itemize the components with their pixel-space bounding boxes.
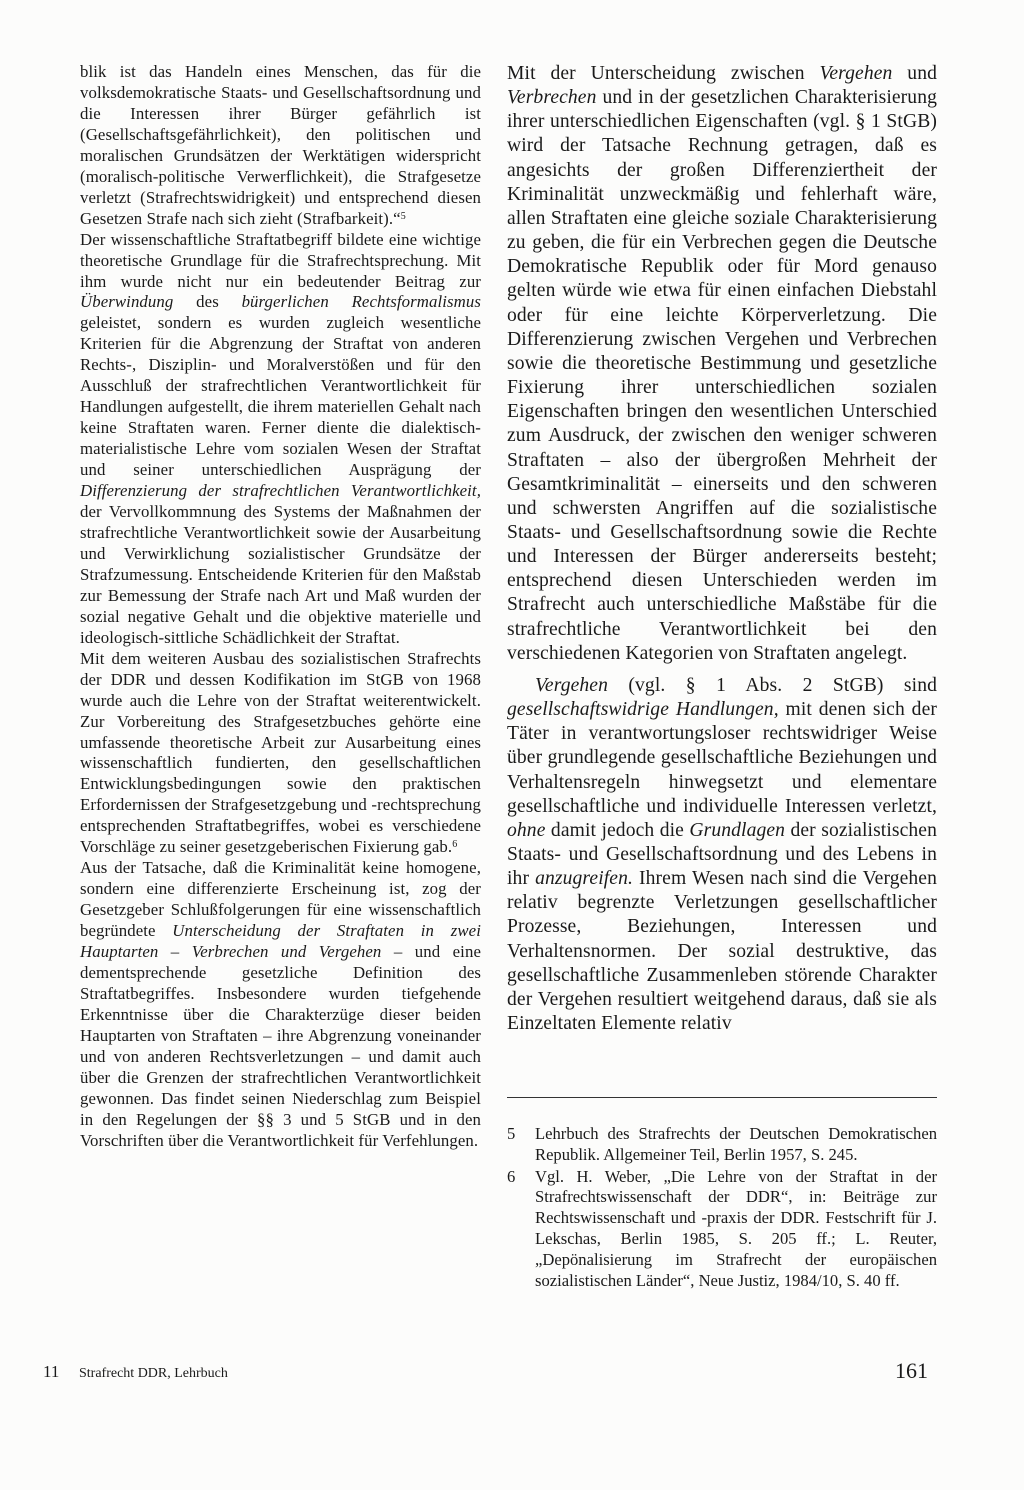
emphasis-text: bürgerlichen Rechtsformalismus (241, 292, 481, 312)
footnote-reference: 6 (452, 839, 458, 851)
paragraph-straftatbegriff (80, 230, 481, 649)
paragraph-vergehen (507, 674, 937, 1036)
footnote-number: 5 (507, 1124, 516, 1143)
paragraph-text: Der wissenschaftliche Straftatbegriff bildete eine wichtige theoretische Grundlage für die Strafrechtsprechung. Mit ihm wurde nicht nur ein bedeutender Beitrag zur (80, 229, 481, 291)
paragraph-unterscheidung (507, 62, 937, 666)
paragraph-quote-continuation (80, 62, 481, 230)
footnote-text: Lehrbuch des Strafrechts der Deutschen Demokratischen Republik. Allgemeiner Teil, Berlin 1957, S. 245. (535, 1124, 937, 1164)
emphasis-text: Vergehen (819, 63, 893, 84)
paragraph-text: des (173, 292, 242, 312)
footnote-separator (507, 1097, 937, 1098)
paragraph-text: Ihrem Wesen nach sind die Vergehen relativ begrenzte Verletzungen gesellschaftlicher Prozesse, Beziehungen, Interessen und Verhaltensnormen. Der sozial destruktive, das gesellschaftliche Zusammenleben störende Charakter der Vergehen resultiert weitgehend daraus, daß sie als Einzeltaten Elemente relativ (507, 868, 937, 1035)
page-number: 161 (895, 1358, 928, 1383)
footnotes (507, 1124, 937, 1292)
footnote-text: Vgl. H. Weber, „Die Lehre von der Straftat in der Strafrechtswissenschaft der DDR“, in: Beiträge zur Rechtswissenschaft und -praxis der DDR. Festschrift für J. Lekschas, Berlin 1985, S. 205 ff.; L. Reuter, „Depönalisierung im Strafrecht der europäischen sozialistischen Länder“, Neue Justiz, 1984/10, S. 40 ff. (535, 1166, 937, 1290)
paragraph-text: und in der gesetzlichen Charakterisierung ihrer unterschiedlichen Eigenschaften (vgl. § 1 StGB) wird der Tatsache Rechnung getragen, daß es angesichts der großen Differenziertheit der Kriminalität unzweckmäßig und fehlerhaft wäre, allen Straftaten eine gleiche soziale Charakterisierung zu geben, die für ein Verbrechen gegen die Deutsche Demokratische Republik oder für Mord genauso gelten würde wie etwa für einen einfachen Diebstahl oder für eine leichte Körperverletzung. Die Differenzierung zwischen Vergehen und Verbrechen sowie die theoretische Bestimmung und gesetzliche Fixierung ihrer unterschiedlichen sozialen Eigenschaften bringen den wesentlichen Unterschied zum Ausdruck, der zwischen den weniger schweren Straftaten – also der übergroßen Mehrheit der Gesamtkriminalität – einerseits und den schweren und schwersten Angriffen auf die sozialistische Staats- und Gesellschaftsordnung sowie die Rechte und Interessen der Bürger andererseits besteht; entsprechend diesen Unterschieden werden im Strafrecht auch unterschiedliche Maßstäbe für die strafrechtliche Verantwortlichkeit bei den verschiedenen Kategorien von Straftaten angelegt. (507, 87, 937, 664)
footnote-reference: 5 (400, 210, 406, 222)
emphasis-text: Verbrechen (507, 87, 597, 109)
footnote-number: 6 (507, 1166, 516, 1186)
left-text-column (80, 62, 481, 1152)
paragraph-text: mit denen sich der Täter in verantwortungsloser rechtswidriger Weise über grundlegende gesellschaftliche Beziehungen und Verhaltensregeln hinwegsetzt und elementare gesellschaftliche und individuelle Interessen verletzt, (507, 699, 937, 817)
paragraph-hauptarten (80, 858, 481, 1151)
emphasis-text: gesellschaftswidrige Handlungen, (507, 699, 779, 721)
paragraph-text: damit jedoch die (545, 819, 690, 841)
emphasis-text: Unterscheidung der Straftaten in zwei Hauptarten – Verbrechen und Vergehen (80, 921, 481, 962)
signature-number: 11 (43, 1362, 60, 1381)
book-title: Strafrecht DDR, Lehrbuch (79, 1366, 228, 1381)
emphasis-text: ohne (507, 819, 546, 841)
emphasis-text: Vergehen (535, 674, 608, 696)
paragraph-kodifikation (80, 649, 481, 859)
paragraph-text: Mit der Unterscheidung zwischen (507, 63, 820, 84)
emphasis-text: anzugreifen. (535, 868, 633, 890)
paragraph-text: (vgl. § 1 Abs. 2 StGB) sind (607, 674, 937, 696)
paragraph-text: Aus der Tatsache, daß die Kriminalität keine homogene, sondern eine differenzierte Erscheinung ist, zog der Gesetzgeber Schlußfolgerungen für eine wissenschaftlich begründete (80, 858, 481, 941)
paragraph-text: Mit dem weiteren Ausbau des sozialistischen Strafrechts der DDR und dessen Kodifikation im StGB von 1968 wurde auch die Lehre von der Straftat weiterentwickelt. Zur Vorbereitung des Strafgesetzbuches gehörte eine umfassende theoretische Arbeit zur Ausarbeitung eines wissenschaftlich fundierten, den gesellschaftlichen Entwicklungsbedingungen sowie den praktischen Erfordernissen der Strafgesetzgebung und -rechtsprechung entsprechenden Straftatbegriffes, wobei es verschiedene Vorschläge zu seiner gesetzgeberischen Fixierung gab. (80, 648, 481, 857)
paragraph-text: der Vervollkommnung des Systems der Maßnahmen der strafrechtliche Verantwortlichkeit sowie der Ausarbeitung und Verwirklichung sozialistischer Grundsätze der Strafzumessung. Entscheidende Kriterien für den Maßstab zur Bemessung der Strafe nach Art und Maß wurden der sozial negative Gehalt und die objektive materielle und ideologisch-sittliche Schädlichkeit der Straftat. (80, 502, 481, 647)
emphasis-text: Überwindung (80, 292, 174, 312)
paragraph-text: geleistet, sondern es wurden zugleich wesentliche Kriterien für die Abgrenzung der Straftat von anderen Rechts-, Disziplin- und Moralverstößen und für den Ausschluß der strafrechtlichen Verantwortlichkeit für Handlungen aufgestellt, die ihrem materiellen Gehalt nach keine Straftaten waren. Ferner diente die dialektisch-materialistische Lehre vom sozialen Wesen der Straftat und seiner unterschiedlichen Ausprägung der (80, 313, 481, 480)
emphasis-text: Differenzierung der strafrechtlichen Verantwortlichkeit, (80, 481, 481, 501)
right-text-column (507, 62, 937, 1036)
footnote-5 (507, 1124, 937, 1166)
printer-signature (43, 1362, 228, 1384)
paragraph-text: der sozialistischen Staats- und Gesellschaftsordnung und des Lebens in ihr (507, 819, 937, 890)
footnote-6 (507, 1167, 937, 1292)
emphasis-text: Grundlagen (689, 819, 786, 841)
paragraph-text: und (892, 63, 937, 84)
paragraph-text: – und eine dementsprechende gesetzliche Definition des Straftatbegriffes. Insbesondere wurden tiefgehende Erkenntnisse über die Charakterzüge dieser beiden Hauptarten von Straftaten – ihre Abgrenzung voneinander und von anderen Rechtsverletzungen – und damit auch über die Grenzen der strafrechtlichen Verantwortlichkeit gewonnen. Das findet seinen Niederschlag zum Beispiel in den Regelungen der §§ 3 und 5 StGB und in den Vorschriften über die Verantwortlichkeit für Verfehlungen. (80, 942, 481, 1150)
paragraph-text: blik ist das Handeln eines Menschen, das für die volksdemokratische Staats- und Gesellschaftsordnung und die Interessen ihrer Bürger gefährlich ist (Gesellschaftsgefährlichkeit), den politischen und moralischen Grundsätzen der Werktätigen widerspricht (moralisch-politische Verwerflichkeit), die Strafgesetze verletzt (Strafrechtswidrigkeit) und entsprechend diesen Gesetzen Strafe nach sich zieht (Strafbarkeit).“ (80, 62, 481, 228)
